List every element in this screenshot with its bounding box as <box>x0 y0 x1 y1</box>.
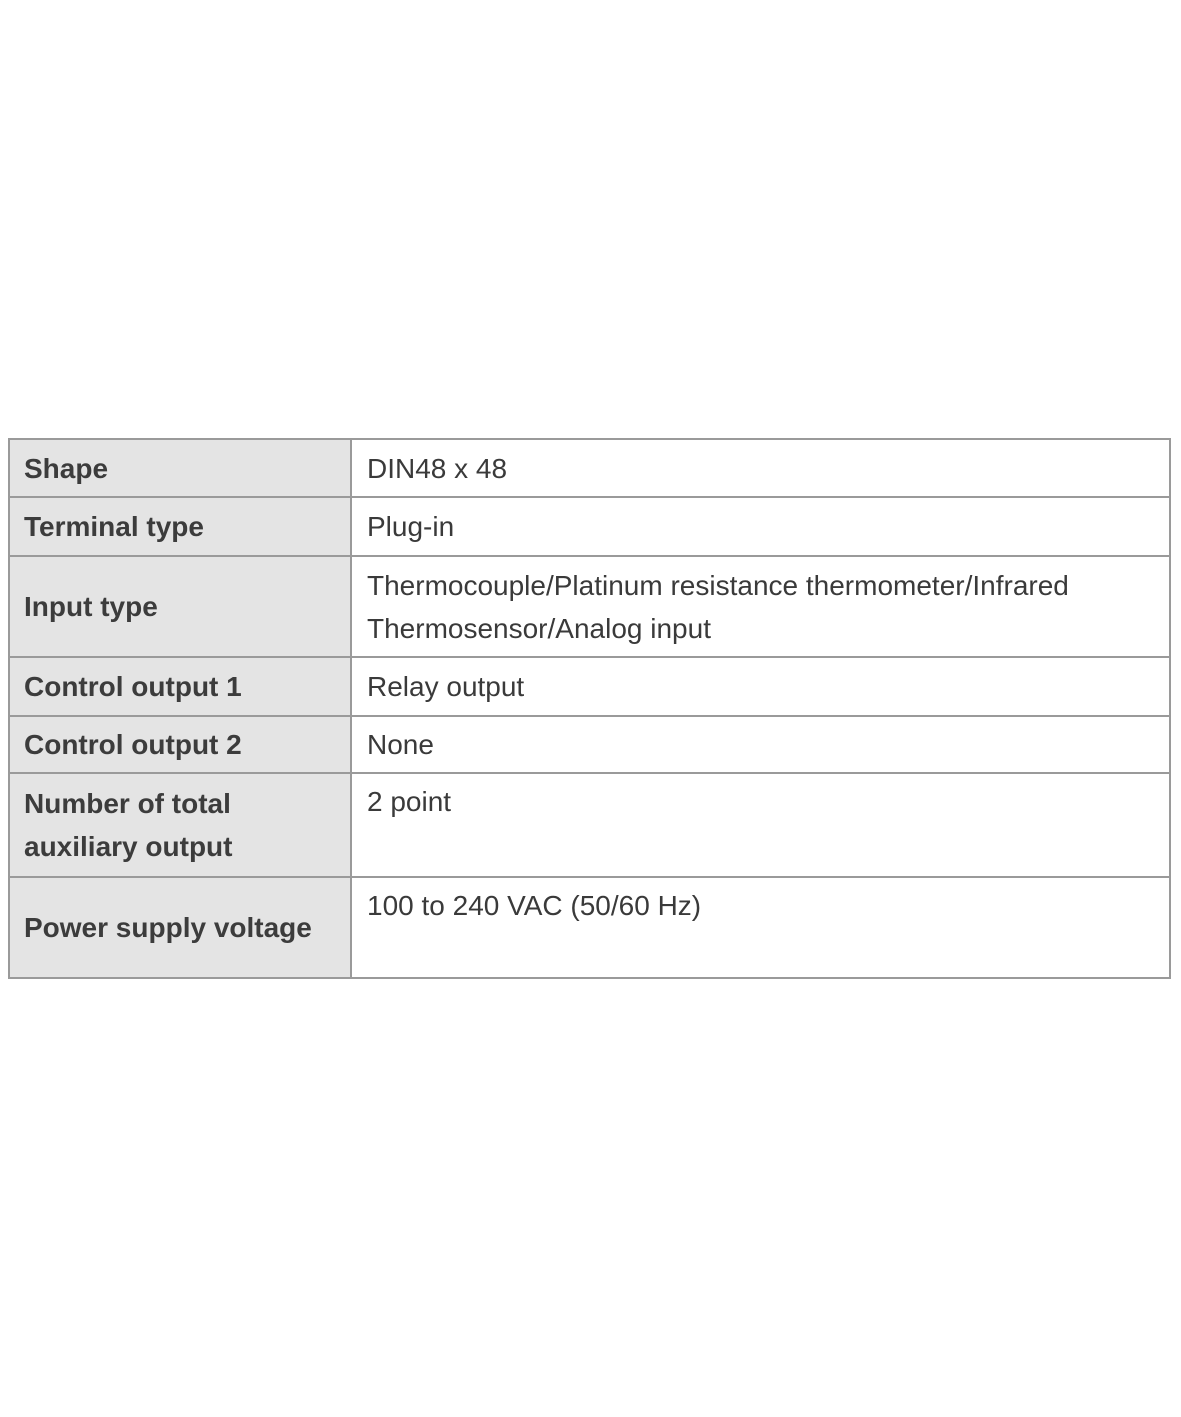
table-row-terminal-type <box>9 497 1170 556</box>
table-row-control-output-2 <box>9 716 1170 773</box>
table-row-auxiliary-output <box>9 773 1170 877</box>
row-label: Control output 2 <box>9 716 351 773</box>
row-label: Control output 1 <box>9 657 351 716</box>
table-row-control-output-1 <box>9 657 1170 716</box>
row-value: DIN48 x 48 <box>351 439 1170 497</box>
row-label: Number of total auxiliary output <box>9 773 351 877</box>
row-label: Input type <box>9 556 351 657</box>
row-value: 2 point <box>351 773 1170 877</box>
row-value: None <box>351 716 1170 773</box>
row-label: Shape <box>9 439 351 497</box>
row-value: Thermocouple/Platinum resistance thermometer/Infrared Thermosensor/Analog input <box>351 556 1170 657</box>
row-value: Plug-in <box>351 497 1170 556</box>
row-label: Terminal type <box>9 497 351 556</box>
row-label: Power supply voltage <box>9 877 351 978</box>
table-row-input-type <box>9 556 1170 657</box>
table-row-power-supply-voltage <box>9 877 1170 978</box>
table-row-shape <box>9 439 1170 497</box>
row-value: Relay output <box>351 657 1170 716</box>
row-value: 100 to 240 VAC (50/60 Hz) <box>351 877 1170 978</box>
spec-table <box>8 438 1171 979</box>
